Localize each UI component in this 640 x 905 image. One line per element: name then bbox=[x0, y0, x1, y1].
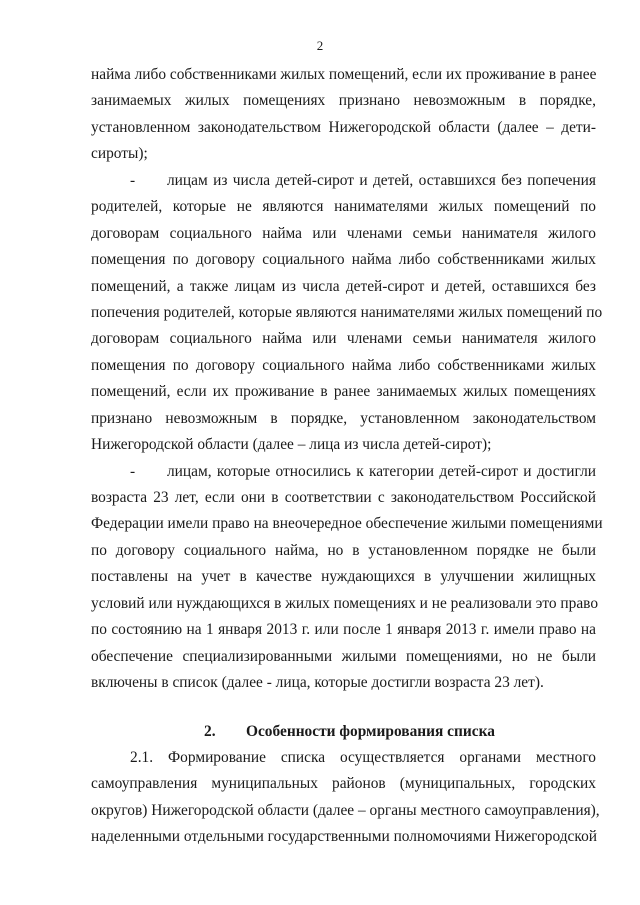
bullet-line: родителей, которые не являются нанимателями жилых помещений по bbox=[91, 198, 596, 216]
intro-line: установленном законодательством Нижегородской области (далее – дети- bbox=[91, 118, 596, 136]
bullet-line: помещений, если их проживание в ранее занимаемых жилых помещениях bbox=[91, 383, 596, 401]
bullet-dash: - bbox=[130, 462, 136, 480]
bullet-item-2 bbox=[91, 459, 596, 485]
bullet-line: договорам социального найма или членами семьи нанимателя жилого bbox=[91, 330, 596, 348]
bullet-first-line: лицам, которые относились к категории детей-сирот и достигли bbox=[167, 462, 596, 480]
bullet-line: признано невозможным в порядке, установленном законодательством bbox=[91, 409, 596, 427]
intro-line: найма либо собственниками жилых помещений, если их проживание в ранее bbox=[91, 66, 597, 83]
bullet-line: возраста 23 лет, если они в соответствии с законодательством Российской bbox=[91, 489, 596, 506]
para-line: округов) Нижегородской области (далее – органы местного самоуправления), bbox=[91, 801, 600, 819]
bullet-line: Федерации имели право на внеочередное обеспечение жилыми помещениями bbox=[91, 515, 603, 533]
bullet-line: по состоянию на 1 января 2013 г. или после 1 января 2013 г. имели право на bbox=[91, 621, 596, 639]
bullet-line: договорам социального найма или членами семьи нанимателя жилого bbox=[91, 224, 596, 242]
bullet-line: поставлены на учет в качестве нуждающихся в улучшении жилищных bbox=[91, 568, 596, 586]
section-spacer bbox=[91, 697, 596, 719]
bullet-item-1 bbox=[91, 168, 596, 194]
bullet-first-line: лицам из числа детей-сирот и детей, оставшихся без попечения bbox=[167, 171, 596, 189]
para-line: самоуправления муниципальных районов (муниципальных, городских bbox=[91, 775, 596, 793]
intro-line: занимаемых жилых помещениях признано невозможным в порядке, bbox=[91, 92, 596, 110]
bullet-line: попечения родителей, которые являются нанимателями жилых помещений по bbox=[91, 303, 603, 321]
bullet-line: помещения по договору социального найма либо собственниками жилых bbox=[91, 251, 596, 269]
bullet-line: по договору социального найма, но в установленном порядке не были bbox=[91, 541, 596, 559]
document-body bbox=[91, 62, 603, 851]
para-line: наделенными отдельными государственными полномочиями Нижегородской bbox=[91, 828, 598, 846]
section-heading bbox=[91, 719, 596, 745]
bullet-dash: - bbox=[130, 171, 136, 189]
section-number: 2. bbox=[204, 722, 216, 740]
bullet-line: помещения по договору социального найма либо собственниками жилых bbox=[91, 356, 596, 374]
intro-line: сироты); bbox=[91, 145, 148, 163]
para-2-1-first-line: 2.1. Формирование списка осуществляется органами местного bbox=[130, 748, 596, 766]
bullet-line: условий или нуждающихся в жилых помещениях и не реализовали это право bbox=[91, 594, 599, 612]
page-number: 2 bbox=[316, 38, 324, 53]
bullet-last-line: Нижегородской области (далее – лица из числа детей-сирот); bbox=[91, 436, 492, 454]
section-title: Особенности формирования списка bbox=[246, 722, 495, 740]
bullet-last-line: включены в список (далее - лица, которые достигли возраста 23 лет). bbox=[91, 674, 544, 692]
bullet-line: обеспечение специализированными жилыми помещениями, но не были bbox=[91, 647, 596, 665]
bullet-line: помещений, а также лицам из числа детей-сирот и детей, оставшихся без bbox=[91, 277, 596, 295]
